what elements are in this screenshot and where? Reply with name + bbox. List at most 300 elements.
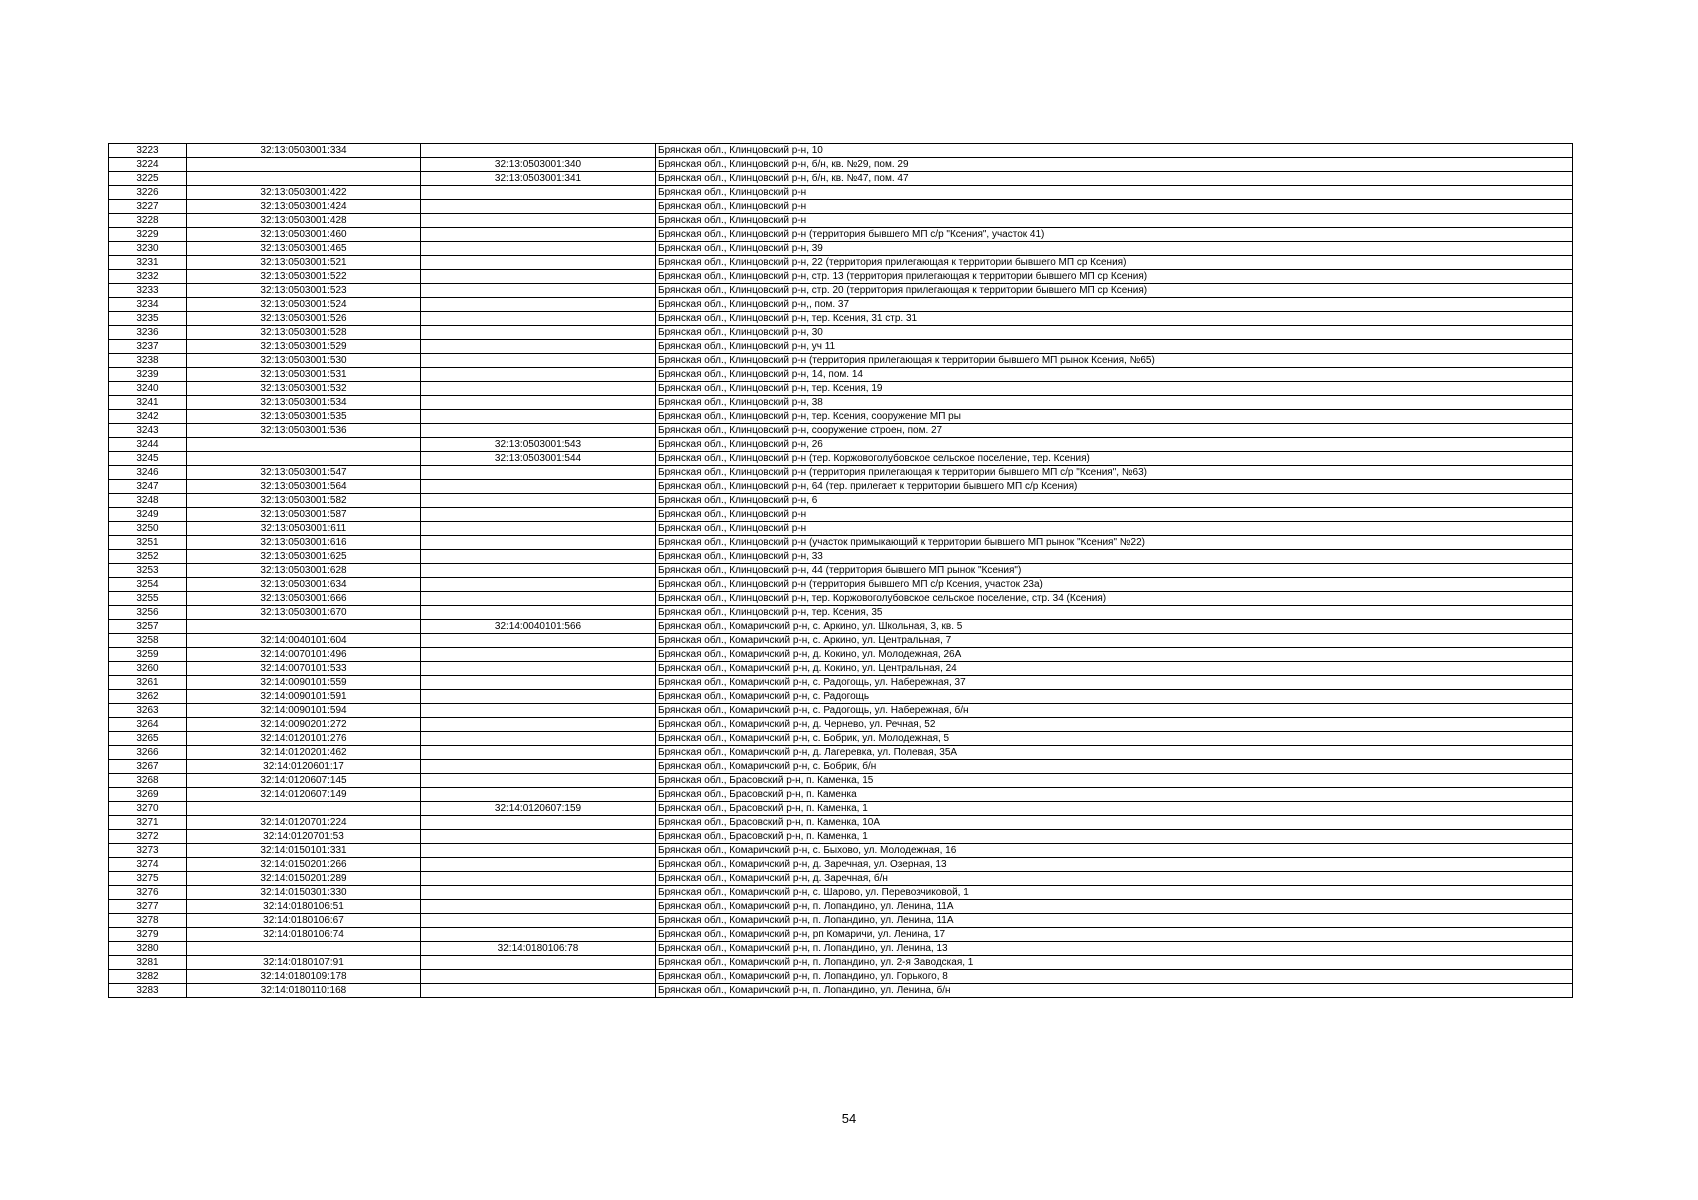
address-cell: Брянская обл., Комаричский р-н, с. Аркино, ул. Центральная, 7 <box>656 634 1573 648</box>
cadastral-number-cell: 32:14:0090201:272 <box>187 718 421 732</box>
cadastral-number-alt-cell <box>421 144 656 158</box>
cadastral-number-alt-cell: 32:13:0503001:340 <box>421 158 656 172</box>
cadastral-number-cell: 32:14:0180107:91 <box>187 956 421 970</box>
table-row <box>109 508 1573 522</box>
row-number-cell: 3279 <box>109 928 187 942</box>
row-number-cell: 3245 <box>109 452 187 466</box>
table-row <box>109 298 1573 312</box>
cadastral-number-cell: 32:14:0120607:149 <box>187 788 421 802</box>
row-number-cell: 3244 <box>109 438 187 452</box>
table-row <box>109 732 1573 746</box>
table-row <box>109 340 1573 354</box>
row-number-cell: 3225 <box>109 172 187 186</box>
cadastral-number-cell: 32:13:0503001:530 <box>187 354 421 368</box>
cadastral-number-alt-cell <box>421 858 656 872</box>
cadastral-number-cell: 32:13:0503001:532 <box>187 382 421 396</box>
row-number-cell: 3272 <box>109 830 187 844</box>
table-row <box>109 704 1573 718</box>
cadastral-number-alt-cell <box>421 648 656 662</box>
cadastral-number-alt-cell <box>421 844 656 858</box>
address-cell: Брянская обл., Клинцовский р-н, тер. Ксения, 19 <box>656 382 1573 396</box>
cadastral-number-cell: 32:13:0503001:531 <box>187 368 421 382</box>
cadastral-number-alt-cell <box>421 900 656 914</box>
cadastral-number-alt-cell <box>421 928 656 942</box>
row-number-cell: 3223 <box>109 144 187 158</box>
cadastral-number-cell: 32:14:0040101:604 <box>187 634 421 648</box>
table-row <box>109 452 1573 466</box>
table-row <box>109 480 1573 494</box>
cadastral-number-alt-cell <box>421 634 656 648</box>
address-cell: Брянская обл., Клинцовский р-н, сооружение строен, пом. 27 <box>656 424 1573 438</box>
table-row <box>109 942 1573 956</box>
cadastral-number-alt-cell <box>421 774 656 788</box>
cadastral-number-cell <box>187 172 421 186</box>
cadastral-number-alt-cell <box>421 312 656 326</box>
row-number-cell: 3276 <box>109 886 187 900</box>
address-cell: Брянская обл., Комаричский р-н, п. Лопандино, ул. Горького, 8 <box>656 970 1573 984</box>
cadastral-number-alt-cell <box>421 564 656 578</box>
address-cell: Брянская обл., Клинцовский р-н, тер. Ксения, 31 стр. 31 <box>656 312 1573 326</box>
address-cell: Брянская обл., Комаричский р-н, с. Аркино, ул. Школьная, 3, кв. 5 <box>656 620 1573 634</box>
row-number-cell: 3262 <box>109 690 187 704</box>
cadastral-number-cell: 32:14:0180106:51 <box>187 900 421 914</box>
address-cell: Брянская обл., Клинцовский р-н, 22 (территория прилегающая к территории бывшего МП ср Ксения) <box>656 256 1573 270</box>
cadastral-number-cell: 32:13:0503001:523 <box>187 284 421 298</box>
table-row <box>109 522 1573 536</box>
cadastral-number-cell: 32:13:0503001:422 <box>187 186 421 200</box>
table-row <box>109 970 1573 984</box>
cadastral-number-alt-cell <box>421 340 656 354</box>
table-row <box>109 466 1573 480</box>
cadastral-number-cell: 32:13:0503001:529 <box>187 340 421 354</box>
cadastral-number-alt-cell <box>421 578 656 592</box>
cadastral-number-alt-cell <box>421 956 656 970</box>
row-number-cell: 3228 <box>109 214 187 228</box>
table-row <box>109 228 1573 242</box>
row-number-cell: 3254 <box>109 578 187 592</box>
cadastral-number-cell: 32:14:0090101:559 <box>187 676 421 690</box>
cadastral-number-alt-cell <box>421 550 656 564</box>
table-row <box>109 900 1573 914</box>
cadastral-number-alt-cell <box>421 872 656 886</box>
table-row <box>109 620 1573 634</box>
table-row <box>109 438 1573 452</box>
row-number-cell: 3224 <box>109 158 187 172</box>
address-cell: Брянская обл., Клинцовский р-н, 44 (территория бывшего МП рынок "Ксения") <box>656 564 1573 578</box>
address-cell: Брянская обл., Комаричский р-н, с. Радогощь <box>656 690 1573 704</box>
table-row <box>109 914 1573 928</box>
row-number-cell: 3263 <box>109 704 187 718</box>
table-row <box>109 284 1573 298</box>
cadastral-number-cell: 32:13:0503001:536 <box>187 424 421 438</box>
row-number-cell: 3226 <box>109 186 187 200</box>
row-number-cell: 3273 <box>109 844 187 858</box>
row-number-cell: 3258 <box>109 634 187 648</box>
cadastral-number-cell: 32:13:0503001:521 <box>187 256 421 270</box>
address-cell: Брянская обл., Клинцовский р-н <box>656 200 1573 214</box>
cadastral-number-alt-cell <box>421 186 656 200</box>
cadastral-number-cell: 32:14:0120701:53 <box>187 830 421 844</box>
cadastral-number-cell: 32:13:0503001:616 <box>187 536 421 550</box>
table-row <box>109 774 1573 788</box>
table-row <box>109 592 1573 606</box>
address-cell: Брянская обл., Клинцовский р-н, 33 <box>656 550 1573 564</box>
cadastral-number-alt-cell <box>421 760 656 774</box>
cadastral-number-alt-cell <box>421 424 656 438</box>
cadastral-number-alt-cell <box>421 970 656 984</box>
address-cell: Брянская обл., Комаричский р-н, д. Чернево, ул. Речная, 52 <box>656 718 1573 732</box>
cadastral-number-alt-cell <box>421 676 656 690</box>
row-number-cell: 3283 <box>109 984 187 998</box>
row-number-cell: 3257 <box>109 620 187 634</box>
cadastral-number-cell: 32:13:0503001:628 <box>187 564 421 578</box>
cadastral-number-alt-cell: 32:14:0180106:78 <box>421 942 656 956</box>
address-cell: Брянская обл., Клинцовский р-н, тер. Ксения, 35 <box>656 606 1573 620</box>
table-row <box>109 648 1573 662</box>
cadastral-number-alt-cell <box>421 536 656 550</box>
address-cell: Брянская обл., Комаричский р-н, с. Бобрик, ул. Молодежная, 5 <box>656 732 1573 746</box>
table-row <box>109 270 1573 284</box>
row-number-cell: 3252 <box>109 550 187 564</box>
address-cell: Брянская обл., Клинцовский р-н, 6 <box>656 494 1573 508</box>
cadastral-number-cell: 32:14:0090101:591 <box>187 690 421 704</box>
cadastral-number-cell: 32:14:0120607:145 <box>187 774 421 788</box>
cadastral-number-cell: 32:14:0180106:67 <box>187 914 421 928</box>
cadastral-number-cell: 32:14:0070101:496 <box>187 648 421 662</box>
address-cell: Брянская обл., Клинцовский р-н, уч 11 <box>656 340 1573 354</box>
cadastral-number-cell: 32:14:0180106:74 <box>187 928 421 942</box>
table-row <box>109 186 1573 200</box>
cadastral-number-cell: 32:13:0503001:526 <box>187 312 421 326</box>
row-number-cell: 3265 <box>109 732 187 746</box>
cadastral-number-cell: 32:13:0503001:670 <box>187 606 421 620</box>
table-row <box>109 550 1573 564</box>
address-cell: Брянская обл., Комаричский р-н, с. Радогощь, ул. Набережная, б/н <box>656 704 1573 718</box>
address-cell: Брянская обл., Клинцовский р-н (территория бывшего МП с/р "Ксения", участок 41) <box>656 228 1573 242</box>
cadastral-number-alt-cell <box>421 480 656 494</box>
row-number-cell: 3270 <box>109 802 187 816</box>
table-row <box>109 396 1573 410</box>
row-number-cell: 3246 <box>109 466 187 480</box>
cadastral-number-alt-cell <box>421 606 656 620</box>
cadastral-number-alt-cell <box>421 662 656 676</box>
row-number-cell: 3233 <box>109 284 187 298</box>
cadastral-number-alt-cell <box>421 242 656 256</box>
table-row <box>109 326 1573 340</box>
cadastral-number-cell <box>187 942 421 956</box>
row-number-cell: 3247 <box>109 480 187 494</box>
table-row <box>109 242 1573 256</box>
table-row <box>109 662 1573 676</box>
cadastral-number-alt-cell <box>421 228 656 242</box>
row-number-cell: 3266 <box>109 746 187 760</box>
row-number-cell: 3240 <box>109 382 187 396</box>
address-cell: Брянская обл., Клинцовский р-н, 26 <box>656 438 1573 452</box>
row-number-cell: 3237 <box>109 340 187 354</box>
cadastral-number-alt-cell <box>421 816 656 830</box>
page-number: 54 <box>841 1111 857 1126</box>
table-row <box>109 158 1573 172</box>
address-cell: Брянская обл., Клинцовский р-н, 30 <box>656 326 1573 340</box>
address-cell: Брянская обл., Комаричский р-н, д. Кокино, ул. Центральная, 24 <box>656 662 1573 676</box>
address-cell: Брянская обл., Комаричский р-н, с. Бобрик, б/н <box>656 760 1573 774</box>
table-row <box>109 844 1573 858</box>
address-cell: Брянская обл., Комаричский р-н, д. Кокино, ул. Молодежная, 26А <box>656 648 1573 662</box>
cadastral-number-alt-cell <box>421 270 656 284</box>
cadastral-number-cell: 32:13:0503001:334 <box>187 144 421 158</box>
cadastral-number-cell: 32:14:0120101:276 <box>187 732 421 746</box>
cadastral-number-cell: 32:13:0503001:625 <box>187 550 421 564</box>
address-cell: Брянская обл., Клинцовский р-н, 38 <box>656 396 1573 410</box>
cadastral-number-alt-cell <box>421 886 656 900</box>
table-row <box>109 886 1573 900</box>
address-cell: Брянская обл., Комаричский р-н, п. Лопандино, ул. Ленина, б/н <box>656 984 1573 998</box>
address-cell: Брянская обл., Клинцовский р-н, 10 <box>656 144 1573 158</box>
address-cell: Брянская обл., Брасовский р-н, п. Каменка, 1 <box>656 830 1573 844</box>
address-cell: Брянская обл., Брасовский р-н, п. Каменка, 15 <box>656 774 1573 788</box>
row-number-cell: 3249 <box>109 508 187 522</box>
cadastral-number-alt-cell: 32:13:0503001:544 <box>421 452 656 466</box>
cadastral-number-cell: 32:14:0150101:331 <box>187 844 421 858</box>
cadastral-number-cell: 32:13:0503001:634 <box>187 578 421 592</box>
cadastral-number-alt-cell <box>421 382 656 396</box>
row-number-cell: 3267 <box>109 760 187 774</box>
table-row <box>109 172 1573 186</box>
cadastral-number-cell: 32:14:0120701:224 <box>187 816 421 830</box>
table-row <box>109 928 1573 942</box>
row-number-cell: 3280 <box>109 942 187 956</box>
cadastral-number-alt-cell <box>421 592 656 606</box>
row-number-cell: 3256 <box>109 606 187 620</box>
table-row <box>109 760 1573 774</box>
cadastral-number-cell: 32:14:0120601:17 <box>187 760 421 774</box>
row-number-cell: 3277 <box>109 900 187 914</box>
table-row <box>109 256 1573 270</box>
cadastral-number-cell: 32:14:0180109:178 <box>187 970 421 984</box>
cadastral-number-alt-cell <box>421 298 656 312</box>
address-cell: Брянская обл., Брасовский р-н, п. Каменка, 1 <box>656 802 1573 816</box>
table-row <box>109 424 1573 438</box>
cadastral-number-alt-cell: 32:13:0503001:341 <box>421 172 656 186</box>
cadastral-number-cell: 32:13:0503001:547 <box>187 466 421 480</box>
cadastral-number-cell <box>187 802 421 816</box>
address-cell: Брянская обл., Клинцовский р-н, 64 (тер. прилегает к территории бывшего МП с/р Ксения) <box>656 480 1573 494</box>
row-number-cell: 3242 <box>109 410 187 424</box>
table-row <box>109 788 1573 802</box>
table-row <box>109 830 1573 844</box>
cadastral-number-alt-cell <box>421 368 656 382</box>
address-cell: Брянская обл., Клинцовский р-н, стр. 13 (территория прилегающая к территории бывшего МП ср Ксения) <box>656 270 1573 284</box>
address-cell: Брянская обл., Клинцовский р-н <box>656 186 1573 200</box>
address-cell: Брянская обл., Комаричский р-н, д. Лагеревка, ул. Полевая, 35А <box>656 746 1573 760</box>
table-row <box>109 382 1573 396</box>
cadastral-number-alt-cell <box>421 354 656 368</box>
row-number-cell: 3281 <box>109 956 187 970</box>
row-number-cell: 3234 <box>109 298 187 312</box>
address-cell: Брянская обл., Комаричский р-н, п. Лопандино, ул. 2-я Заводская, 1 <box>656 956 1573 970</box>
table-row <box>109 536 1573 550</box>
cadastral-number-alt-cell: 32:14:0120607:159 <box>421 802 656 816</box>
row-number-cell: 3243 <box>109 424 187 438</box>
table-row <box>109 564 1573 578</box>
address-cell: Брянская обл., Клинцовский р-н, б/н, кв. №29, пом. 29 <box>656 158 1573 172</box>
table-row <box>109 802 1573 816</box>
cadastral-number-alt-cell <box>421 508 656 522</box>
row-number-cell: 3260 <box>109 662 187 676</box>
row-number-cell: 3229 <box>109 228 187 242</box>
registry-table-body <box>109 144 1573 998</box>
cadastral-number-cell: 32:14:0070101:533 <box>187 662 421 676</box>
cadastral-number-alt-cell <box>421 984 656 998</box>
cadastral-number-alt-cell <box>421 788 656 802</box>
cadastral-number-alt-cell <box>421 410 656 424</box>
address-cell: Брянская обл., Брасовский р-н, п. Каменка <box>656 788 1573 802</box>
address-cell: Брянская обл., Клинцовский р-н <box>656 508 1573 522</box>
table-row <box>109 144 1573 158</box>
cadastral-number-cell: 32:13:0503001:528 <box>187 326 421 340</box>
address-cell: Брянская обл., Клинцовский р-н, 39 <box>656 242 1573 256</box>
cadastral-number-alt-cell <box>421 522 656 536</box>
cadastral-number-cell: 32:13:0503001:666 <box>187 592 421 606</box>
cadastral-number-cell: 32:13:0503001:465 <box>187 242 421 256</box>
row-number-cell: 3264 <box>109 718 187 732</box>
row-number-cell: 3236 <box>109 326 187 340</box>
row-number-cell: 3250 <box>109 522 187 536</box>
table-row <box>109 312 1573 326</box>
cadastral-number-alt-cell <box>421 690 656 704</box>
cadastral-number-alt-cell <box>421 914 656 928</box>
cadastral-number-cell <box>187 452 421 466</box>
cadastral-number-alt-cell <box>421 732 656 746</box>
address-cell: Брянская обл., Клинцовский р-н <box>656 522 1573 536</box>
cadastral-number-cell: 32:13:0503001:587 <box>187 508 421 522</box>
table-row <box>109 676 1573 690</box>
address-cell: Брянская обл., Клинцовский р-н,, пом. 37 <box>656 298 1573 312</box>
cadastral-number-alt-cell <box>421 746 656 760</box>
cadastral-number-cell: 32:13:0503001:522 <box>187 270 421 284</box>
cadastral-number-cell: 32:14:0150301:330 <box>187 886 421 900</box>
address-cell: Брянская обл., Клинцовский р-н (тер. Коржовоголубовское сельское поселение, тер. Ксения) <box>656 452 1573 466</box>
cadastral-number-cell: 32:14:0150201:266 <box>187 858 421 872</box>
row-number-cell: 3238 <box>109 354 187 368</box>
cadastral-number-cell: 32:13:0503001:535 <box>187 410 421 424</box>
table-row <box>109 634 1573 648</box>
address-cell: Брянская обл., Комаричский р-н, п. Лопандино, ул. Ленина, 11А <box>656 914 1573 928</box>
cadastral-number-alt-cell <box>421 718 656 732</box>
table-row <box>109 578 1573 592</box>
row-number-cell: 3255 <box>109 592 187 606</box>
cadastral-number-cell: 32:13:0503001:428 <box>187 214 421 228</box>
address-cell: Брянская обл., Клинцовский р-н (территория бывшего МП с/р Ксения, участок 23а) <box>656 578 1573 592</box>
row-number-cell: 3261 <box>109 676 187 690</box>
cadastral-number-cell: 32:13:0503001:424 <box>187 200 421 214</box>
address-cell: Брянская обл., Комаричский р-н, д. Заречная, б/н <box>656 872 1573 886</box>
cadastral-number-cell: 32:14:0150201:289 <box>187 872 421 886</box>
address-cell: Брянская обл., Клинцовский р-н (территория прилегающая к территории бывшего МП рынок Ксения, №65) <box>656 354 1573 368</box>
row-number-cell: 3241 <box>109 396 187 410</box>
row-number-cell: 3251 <box>109 536 187 550</box>
row-number-cell: 3268 <box>109 774 187 788</box>
cadastral-number-cell <box>187 438 421 452</box>
cadastral-number-cell: 32:14:0090101:594 <box>187 704 421 718</box>
table-row <box>109 494 1573 508</box>
cadastral-number-cell: 32:13:0503001:564 <box>187 480 421 494</box>
row-number-cell: 3259 <box>109 648 187 662</box>
row-number-cell: 3231 <box>109 256 187 270</box>
cadastral-number-alt-cell <box>421 256 656 270</box>
row-number-cell: 3232 <box>109 270 187 284</box>
row-number-cell: 3248 <box>109 494 187 508</box>
cadastral-number-alt-cell <box>421 830 656 844</box>
row-number-cell: 3227 <box>109 200 187 214</box>
row-number-cell: 3278 <box>109 914 187 928</box>
row-number-cell: 3253 <box>109 564 187 578</box>
address-cell: Брянская обл., Брасовский р-н, п. Каменка, 10А <box>656 816 1573 830</box>
address-cell: Брянская обл., Комаричский р-н, п. Лопандино, ул. Ленина, 13 <box>656 942 1573 956</box>
address-cell: Брянская обл., Комаричский р-н, п. Лопандино, ул. Ленина, 11А <box>656 900 1573 914</box>
cadastral-number-alt-cell <box>421 494 656 508</box>
row-number-cell: 3239 <box>109 368 187 382</box>
address-cell: Брянская обл., Клинцовский р-н, б/н, кв. №47, пом. 47 <box>656 172 1573 186</box>
address-cell: Брянская обл., Клинцовский р-н <box>656 214 1573 228</box>
registry-table <box>108 143 1573 998</box>
cadastral-number-alt-cell <box>421 200 656 214</box>
cadastral-number-alt-cell <box>421 214 656 228</box>
table-row <box>109 606 1573 620</box>
cadastral-number-alt-cell: 32:13:0503001:543 <box>421 438 656 452</box>
table-row <box>109 984 1573 998</box>
row-number-cell: 3271 <box>109 816 187 830</box>
row-number-cell: 3269 <box>109 788 187 802</box>
cadastral-number-cell: 32:13:0503001:524 <box>187 298 421 312</box>
cadastral-number-alt-cell <box>421 466 656 480</box>
address-cell: Брянская обл., Комаричский р-н, с. Шарово, ул. Перевозчиковой, 1 <box>656 886 1573 900</box>
table-row <box>109 410 1573 424</box>
row-number-cell: 3275 <box>109 872 187 886</box>
cadastral-number-cell: 32:13:0503001:460 <box>187 228 421 242</box>
table-row <box>109 872 1573 886</box>
cadastral-number-cell: 32:14:0120201:462 <box>187 746 421 760</box>
table-row <box>109 214 1573 228</box>
table-row <box>109 200 1573 214</box>
table-row <box>109 690 1573 704</box>
cadastral-number-cell: 32:13:0503001:534 <box>187 396 421 410</box>
table-row <box>109 858 1573 872</box>
row-number-cell: 3282 <box>109 970 187 984</box>
cadastral-number-alt-cell <box>421 284 656 298</box>
address-cell: Брянская обл., Клинцовский р-н (территория прилегающая к территории бывшего МП с/р "Ксения", №63) <box>656 466 1573 480</box>
cadastral-number-alt-cell <box>421 326 656 340</box>
address-cell: Брянская обл., Клинцовский р-н, тер. Коржовоголубовское сельское поселение, стр. 34 (Ксения) <box>656 592 1573 606</box>
row-number-cell: 3274 <box>109 858 187 872</box>
cadastral-number-alt-cell: 32:14:0040101:566 <box>421 620 656 634</box>
address-cell: Брянская обл., Комаричский р-н, рп Комаричи, ул. Ленина, 17 <box>656 928 1573 942</box>
cadastral-number-cell: 32:14:0180110:168 <box>187 984 421 998</box>
cadastral-number-cell <box>187 620 421 634</box>
cadastral-number-alt-cell <box>421 704 656 718</box>
cadastral-number-cell <box>187 158 421 172</box>
table-row <box>109 368 1573 382</box>
address-cell: Брянская обл., Клинцовский р-н, стр. 20 (территория прилегающая к территории бывшего МП ср Ксения) <box>656 284 1573 298</box>
cadastral-number-cell: 32:13:0503001:611 <box>187 522 421 536</box>
cadastral-number-alt-cell <box>421 396 656 410</box>
address-cell: Брянская обл., Клинцовский р-н (участок примыкающий к территории бывшего МП рынок "Ксения" №22) <box>656 536 1573 550</box>
address-cell: Брянская обл., Клинцовский р-н, 14, пом. 14 <box>656 368 1573 382</box>
table-row <box>109 816 1573 830</box>
address-cell: Брянская обл., Комаричский р-н, с. Быхово, ул. Молодежная, 16 <box>656 844 1573 858</box>
table-row <box>109 956 1573 970</box>
cadastral-number-cell: 32:13:0503001:582 <box>187 494 421 508</box>
